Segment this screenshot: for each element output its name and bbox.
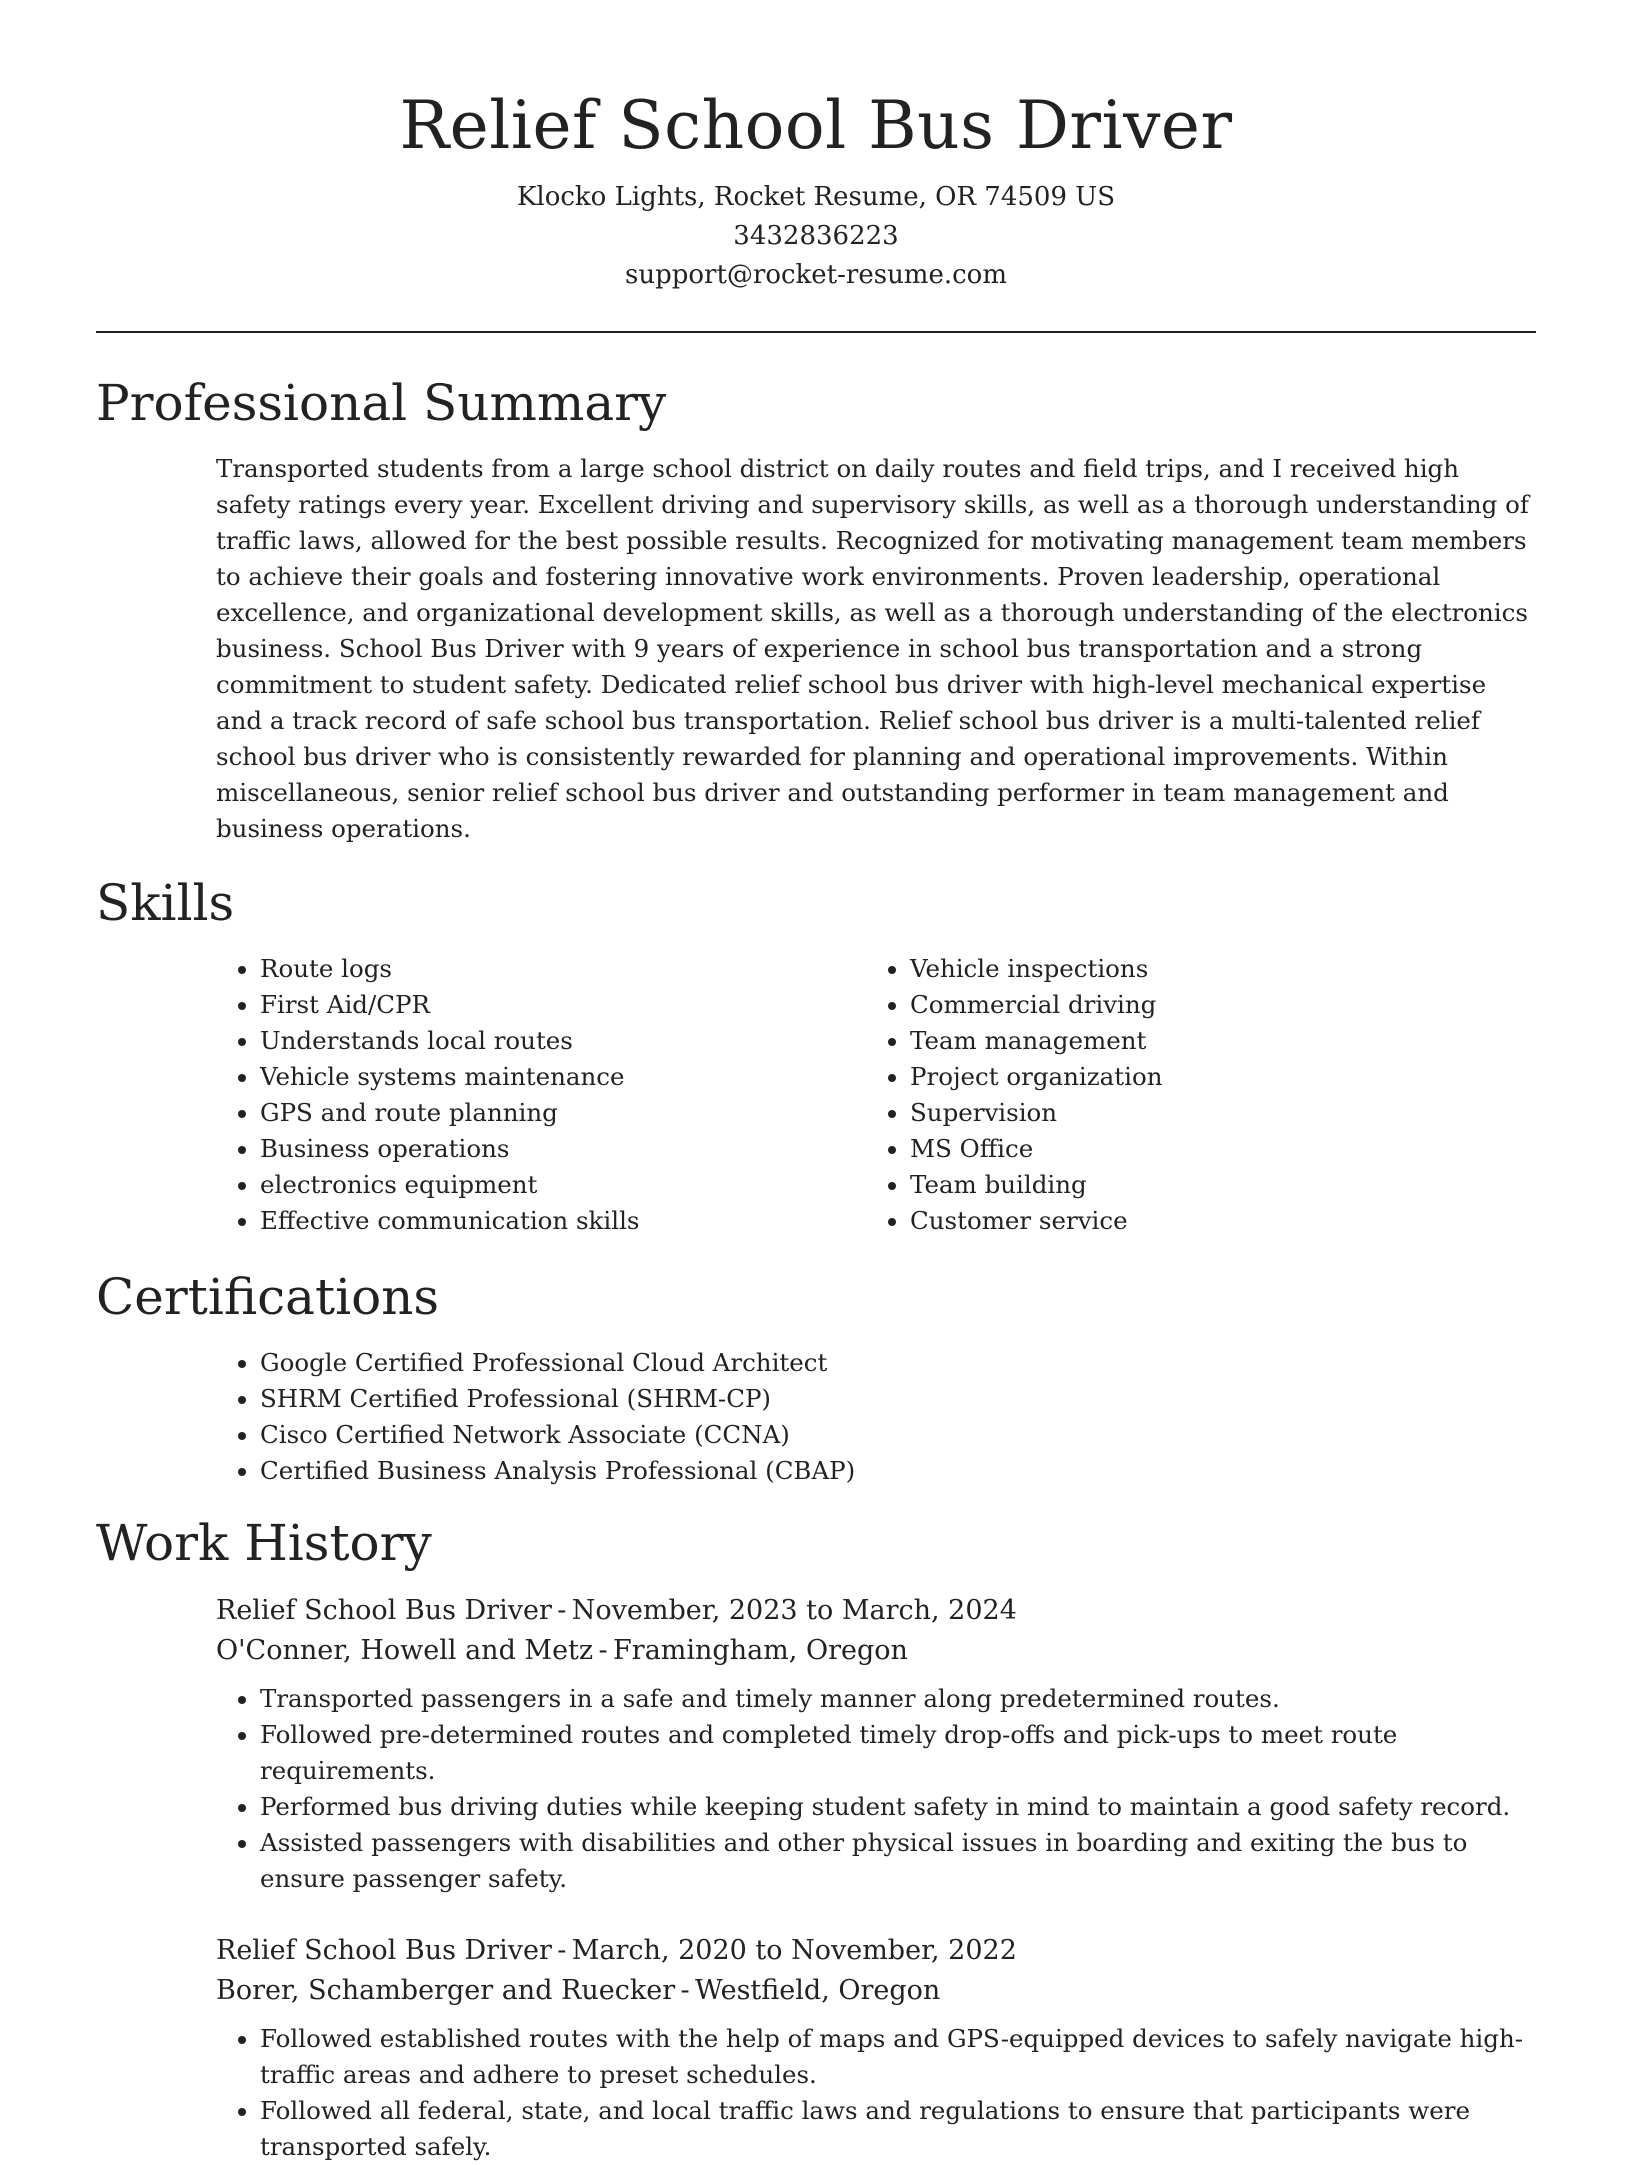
header-divider <box>96 331 1536 333</box>
job-company: Borer, Schamberger and Ruecker <box>216 1975 676 2006</box>
skill-item: • Route logs <box>260 951 866 987</box>
skill-item: • electronics equipment <box>260 1167 866 1203</box>
job-duties-list <box>216 1681 1536 1897</box>
job-duties <box>216 2021 1536 2165</box>
job-company: O'Conner, Howell and Metz <box>216 1635 594 1666</box>
skill-item: • Effective communication skills <box>260 1203 866 1239</box>
job-duty-item: • Performed bus driving duties while keeping student safety in mind to maintain a good safety record. <box>260 1789 1536 1825</box>
job-entry <box>216 1591 1536 1897</box>
job-company-line <box>216 1631 1536 1671</box>
address-text: Klocko Lights, Rocket Resume, OR 74509 US <box>516 182 1116 212</box>
resume-header <box>96 0 1536 295</box>
job-location: Westfield, Oregon <box>695 1975 941 2006</box>
skill-item: • Supervision <box>910 1095 1516 1131</box>
skill-item: • Commercial driving <box>910 987 1516 1023</box>
job-role: Relief School Bus Driver <box>216 1935 552 1966</box>
job-entry <box>216 1931 1536 2165</box>
section-title-skills: Skills <box>96 874 235 932</box>
skill-item: • MS Office <box>910 1131 1516 1167</box>
job-duties <box>216 1681 1536 1897</box>
resume-page <box>96 0 1536 2165</box>
job-duty-item: • Followed all federal, state, and local traffic laws and regulations to ensure that participants were transported safely. <box>260 2093 1536 2165</box>
skills-section <box>96 871 1536 1239</box>
skill-item: • Understands local routes <box>260 1023 866 1059</box>
email-text: support@rocket-resume.com <box>624 260 1007 290</box>
contact-info <box>96 178 1536 295</box>
skill-item: • Project organization <box>910 1059 1516 1095</box>
skill-item: • Vehicle inspections <box>910 951 1516 987</box>
skills-column-left <box>216 951 866 1239</box>
job-role: Relief School Bus Driver <box>216 1595 552 1626</box>
certification-item: • Cisco Certified Network Associate (CCNA) <box>260 1417 1536 1453</box>
certification-item: • Certified Business Analysis Professional (CBAP) <box>260 1453 1536 1489</box>
skill-item: • Vehicle systems maintenance <box>260 1059 866 1095</box>
job-duties-list <box>216 2021 1536 2165</box>
skill-item: • GPS and route planning <box>260 1095 866 1131</box>
certifications-section <box>96 1265 1536 1489</box>
skills-column-right <box>866 951 1516 1239</box>
job-separator: - <box>557 1595 567 1626</box>
work-history-section <box>96 1511 1536 2165</box>
candidate-name: Relief School Bus Driver <box>399 87 1233 164</box>
job-company-line <box>216 1971 1536 2011</box>
skill-item: • Team building <box>910 1167 1516 1203</box>
job-title-line <box>216 1591 1536 1631</box>
skills-columns <box>216 951 1536 1239</box>
professional-summary-section <box>96 371 1536 847</box>
skill-item: • First Aid/CPR <box>260 987 866 1023</box>
certification-item: • Google Certified Professional Cloud Architect <box>260 1345 1536 1381</box>
certification-item: • SHRM Certified Professional (SHRM-CP) <box>260 1381 1536 1417</box>
job-dates: March, 2020 to November, 2022 <box>571 1935 1017 1966</box>
certifications-list <box>216 1345 1536 1489</box>
skill-item: • Team management <box>910 1023 1516 1059</box>
skills-list-right <box>866 951 1516 1239</box>
section-title-summary: Professional Summary <box>96 374 667 432</box>
phone-text: 3432836223 <box>733 221 899 251</box>
certifications-list-wrap <box>216 1345 1536 1489</box>
section-title-certifications: Certifications <box>96 1268 440 1326</box>
job-duty-item: • Assisted passengers with disabilities and other physical issues in boarding and exiting the bus to ensure passenger safety. <box>260 1825 1536 1897</box>
job-duty-item: • Followed pre-determined routes and completed timely drop-offs and pick-ups to meet route requirements. <box>260 1717 1536 1789</box>
skill-item: • Customer service <box>910 1203 1516 1239</box>
job-separator: - <box>598 1635 608 1666</box>
job-separator: - <box>680 1975 690 2006</box>
skill-item: • Business operations <box>260 1131 866 1167</box>
job-location: Framingham, Oregon <box>613 1635 908 1666</box>
job-duty-item: • Transported passengers in a safe and timely manner along predetermined routes. <box>260 1681 1536 1717</box>
section-title-work-history: Work History <box>96 1514 432 1572</box>
summary-text: Transported students from a large school district on daily routes and field trips, and I received high safety ratings every year. Excellent driving and supervisory skills, as well as a thorough understanding of traffic laws, allowed for the best possible results. Recognized for motivating management team members to achieve their goals and fostering innovative work environments. Proven leadership, operational excellence, and organizational development skills, as well as a thorough understanding of the electronics business. School Bus Driver with 9 years of experience in school bus transportation and a strong commitment to student safety. Dedicated relief school bus driver with high-level mechanical expertise and a track record of safe school bus transportation. Relief school bus driver is a multi-talented relief school bus driver who is consistently rewarded for planning and operational improvements. Within miscellaneous, senior relief school bus driver and outstanding performer in team management and business operations. <box>216 454 1529 843</box>
skills-list-left <box>216 951 866 1239</box>
job-separator: - <box>557 1935 567 1966</box>
job-title-line <box>216 1931 1536 1971</box>
job-duty-item: • Followed established routes with the help of maps and GPS-equipped devices to safely navigate high-traffic areas and adhere to preset schedules. <box>260 2021 1536 2093</box>
job-dates: November, 2023 to March, 2024 <box>571 1595 1017 1626</box>
